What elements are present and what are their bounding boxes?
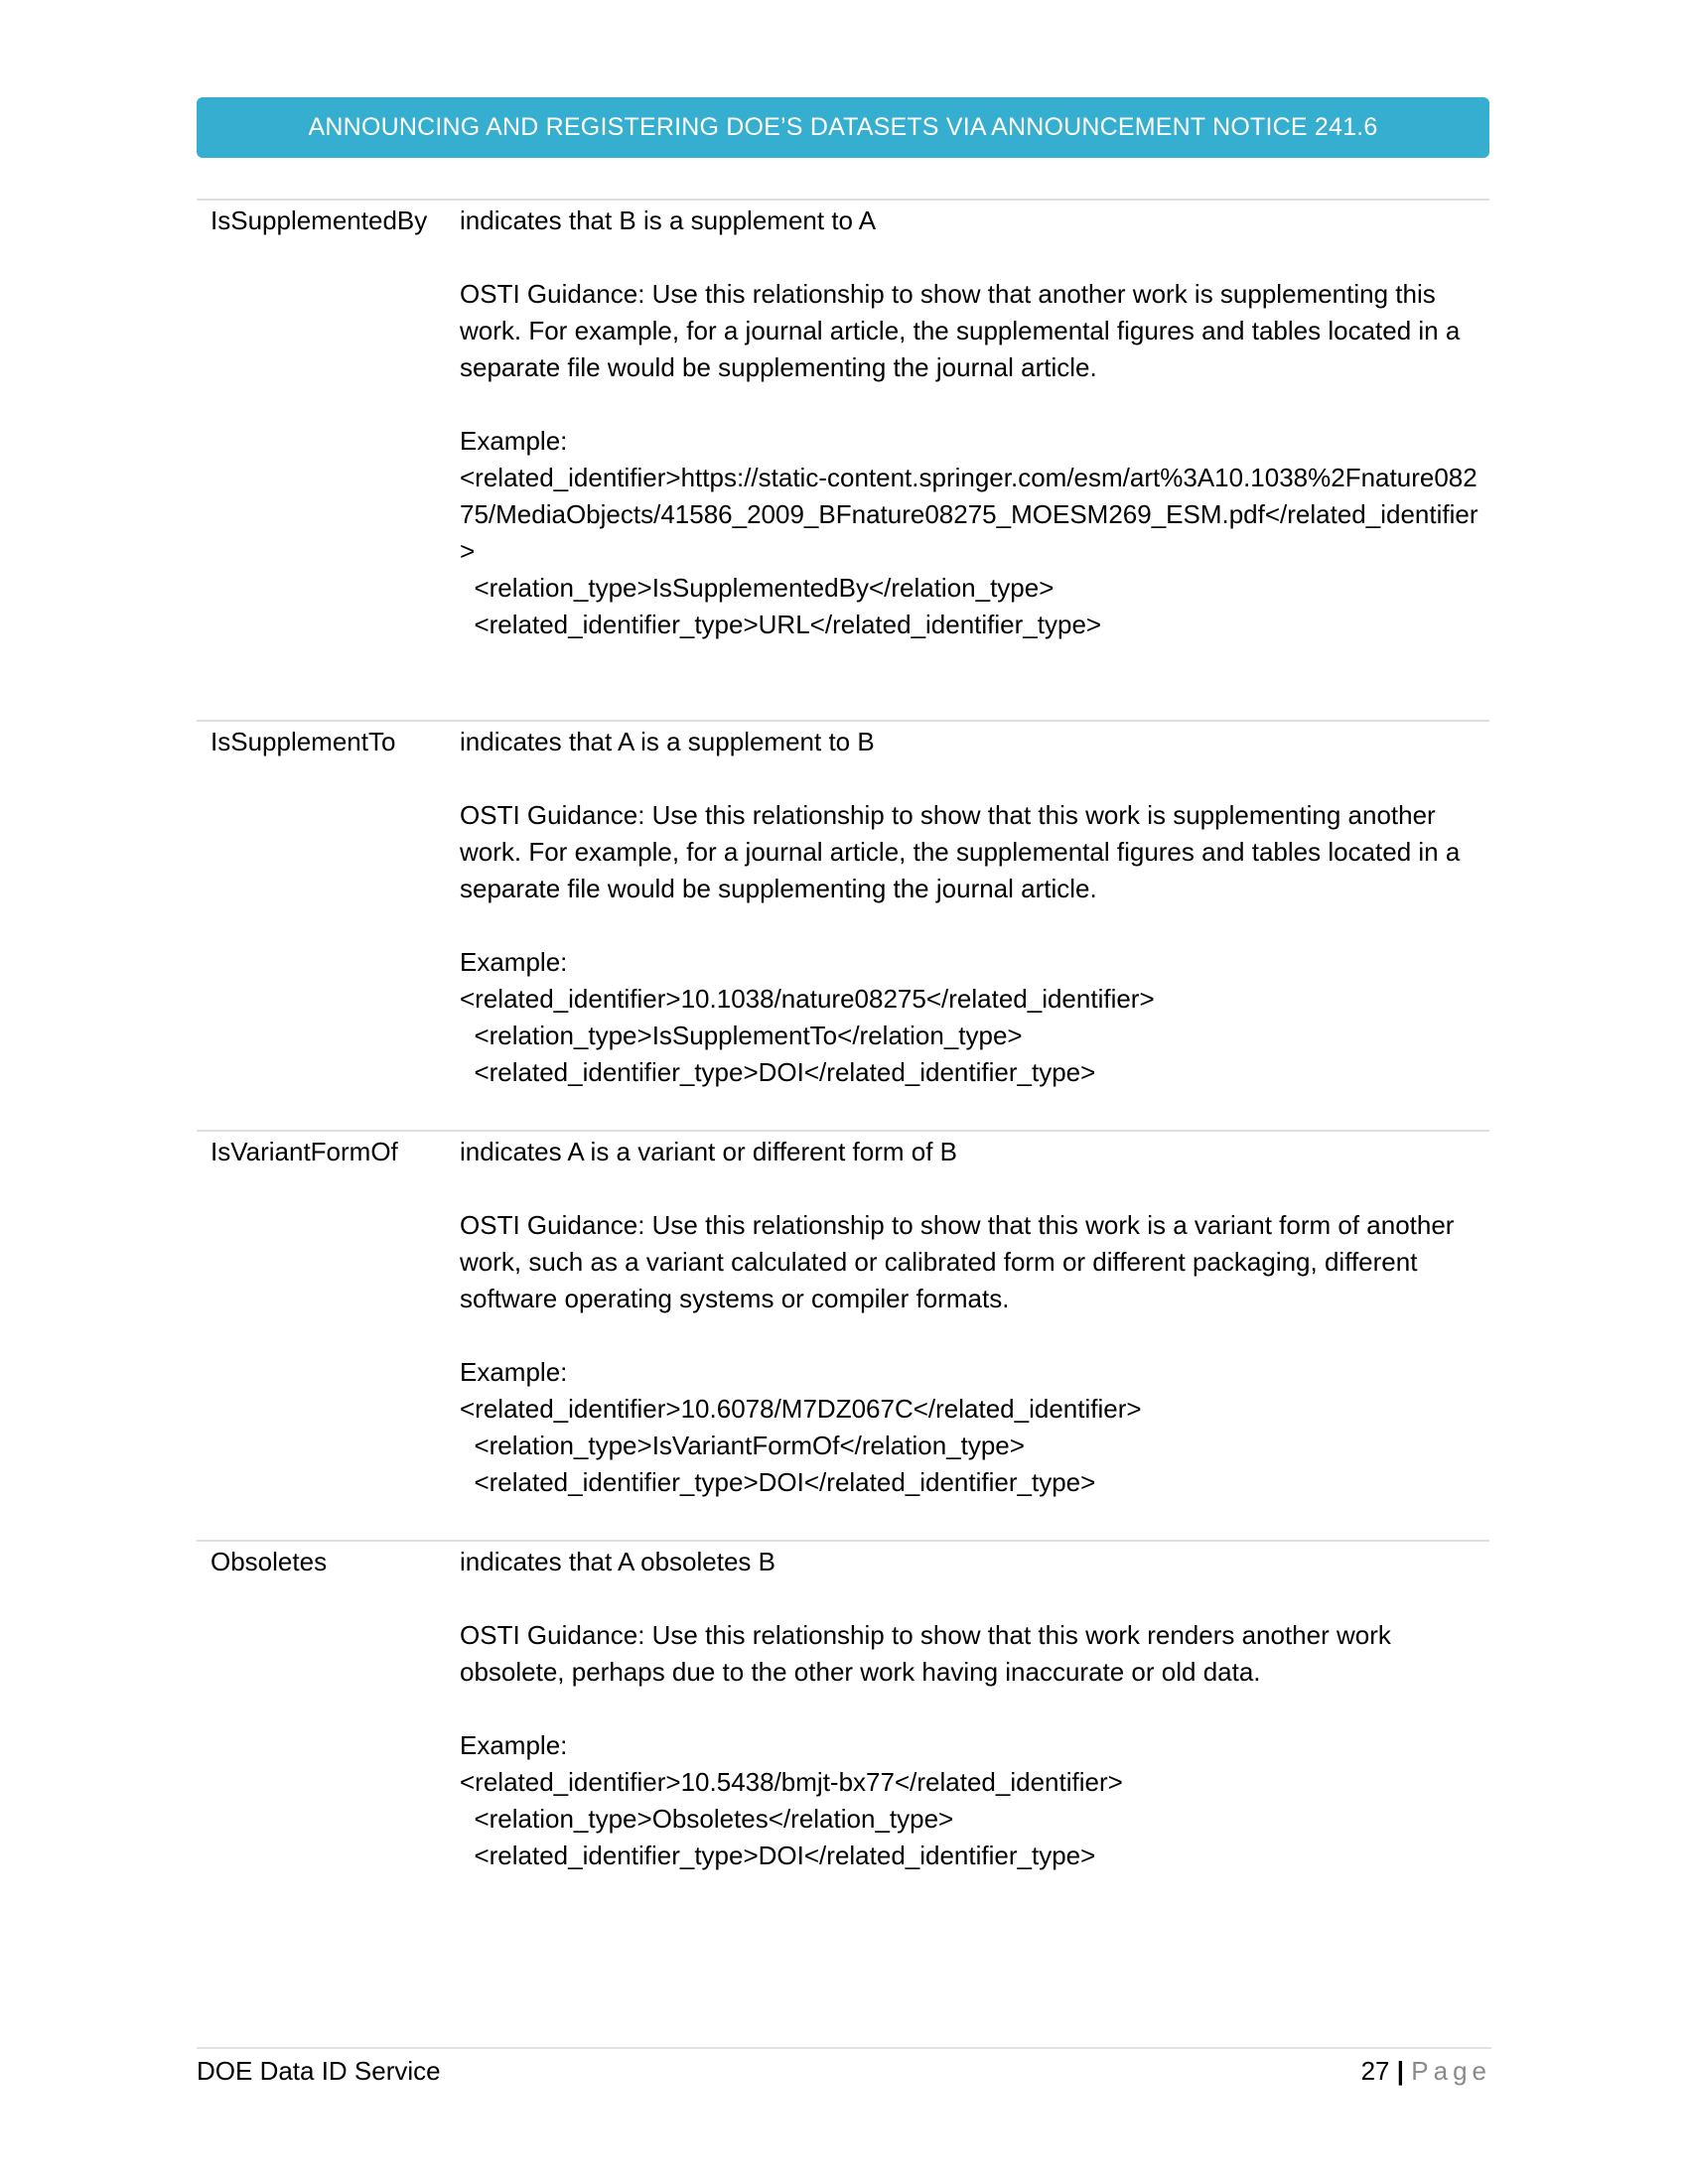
relation-description: [460, 722, 1489, 1130]
header-band: [197, 97, 1489, 158]
example-label: Example:: [460, 1357, 568, 1387]
relation-table: [197, 199, 1489, 1919]
example-code-line: <related_identifier_type>URL</related_identifier_type>: [460, 610, 1102, 639]
page-indicator: [1361, 2051, 1491, 2091]
table-row: [197, 1130, 1489, 1540]
example-label: Example:: [460, 426, 568, 456]
example-code-line: <related_identifier>10.6078/M7DZ067C</related_identifier>: [460, 1394, 1142, 1424]
example-code-line: <relation_type>IsVariantFormOf</relation_type>: [460, 1431, 1025, 1460]
relation-description: [460, 1132, 1489, 1540]
osti-guidance: OSTI Guidance: Use this relationship to show that this work renders another work obsolete, perhaps due to the other work having inaccurate or old data.: [460, 1620, 1391, 1687]
relation-term: IsSupplementedBy: [211, 205, 428, 235]
example-code-line: <related_identifier>https://static-content.springer.com/esm/art%3A10.1038%2Fnature08275/MediaObjects/41586_2009_BFnature08275_MOESM269_ESM.pdf</related_identifier>: [460, 463, 1478, 566]
page-number: 27: [1360, 2056, 1390, 2086]
example-code-line: <related_identifier>10.5438/bmjt-bx77</related_identifier>: [460, 1767, 1123, 1797]
example-code-line: <related_identifier_type>DOI</related_identifier_type>: [460, 1841, 1096, 1870]
relation-description: [460, 201, 1489, 720]
footer-service-name: DOE Data ID Service: [197, 2056, 441, 2086]
table-row: [197, 1540, 1489, 1919]
relation-term: IsVariantFormOf: [211, 1137, 398, 1166]
example-code-line: <relation_type>IsSupplementedBy</relation_type>: [460, 573, 1055, 603]
page-label: Page: [1411, 2056, 1491, 2086]
page-separator: |: [1396, 2056, 1405, 2086]
table-row: [197, 720, 1489, 1130]
example-label: Example:: [460, 1730, 568, 1760]
relation-definition: indicates that A obsoletes B: [460, 1547, 775, 1576]
osti-guidance: OSTI Guidance: Use this relationship to show that this work is a variant form of another work, such as a variant calculated or calibrated form or different packaging, different software operating systems or compiler formats.: [460, 1210, 1455, 1313]
example-code-line: <related_identifier_type>DOI</related_identifier_type>: [460, 1467, 1096, 1497]
relation-definition: indicates that B is a supplement to A: [460, 205, 877, 235]
table-row: [197, 199, 1489, 720]
relation-term: Obsoletes: [211, 1547, 328, 1576]
osti-guidance: OSTI Guidance: Use this relationship to show that another work is supplementing this work. For example, for a journal article, the supplemental figures and tables located in a separate file would be supplementing the journal article.: [460, 279, 1461, 382]
osti-guidance: OSTI Guidance: Use this relationship to show that this work is supplementing another work. For example, for a journal article, the supplemental figures and tables located in a separate file would be supplementing the journal article.: [460, 800, 1461, 903]
example-code-line: <related_identifier_type>DOI</related_identifier_type>: [460, 1057, 1096, 1087]
example-code-line: <related_identifier>10.1038/nature08275</related_identifier>: [460, 984, 1155, 1014]
relation-definition: indicates that A is a supplement to B: [460, 727, 875, 756]
relation-description: [460, 1542, 1489, 1919]
header-title: ANNOUNCING AND REGISTERING DOE’S DATASETS VIA ANNOUNCEMENT NOTICE 241.6: [308, 113, 1378, 141]
example-label: Example:: [460, 947, 568, 977]
relation-definition: indicates A is a variant or different form of B: [460, 1137, 957, 1166]
example-code-line: <relation_type>IsSupplementTo</relation_type>: [460, 1021, 1023, 1050]
footer-divider: [197, 2047, 1491, 2049]
relation-term: IsSupplementTo: [211, 727, 396, 756]
example-code-line: <relation_type>Obsoletes</relation_type>: [460, 1804, 954, 1834]
